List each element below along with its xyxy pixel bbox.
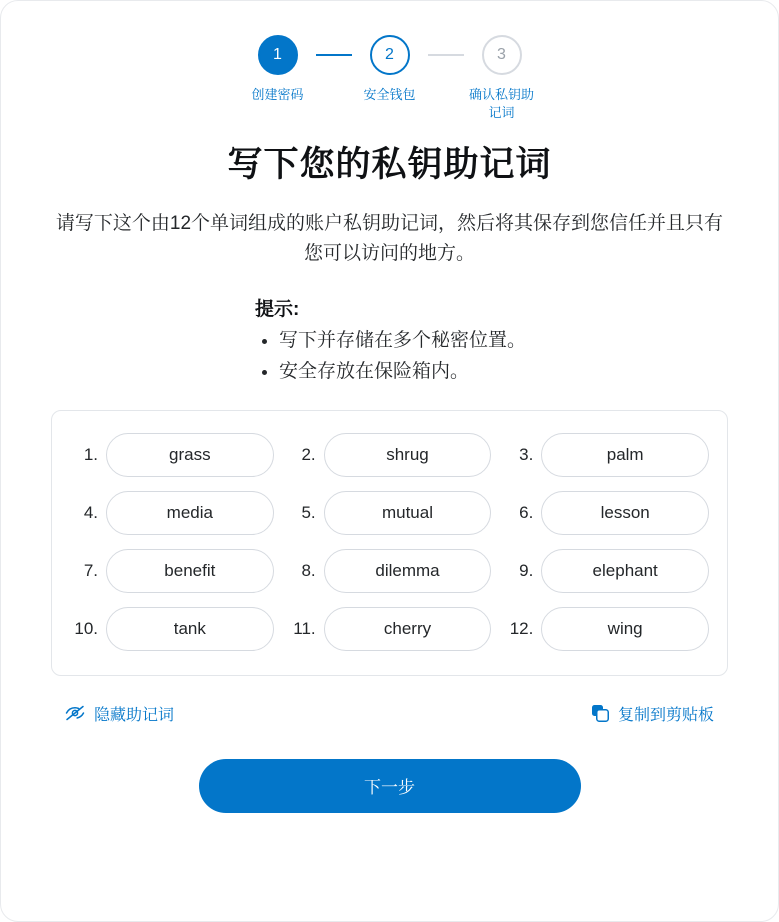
hide-seed-phrase-label: 隐藏助记词 xyxy=(94,706,175,724)
step-2-label: 安全钱包 xyxy=(363,87,416,102)
seed-word-index: 8. xyxy=(301,560,316,580)
step-2-circle: 2 xyxy=(370,35,410,75)
step-1-label: 创建密码 xyxy=(251,87,304,102)
seed-word-value[interactable]: mutual xyxy=(324,491,492,535)
step-connector-2 xyxy=(428,54,464,56)
seed-word-value[interactable]: cherry xyxy=(324,607,492,651)
copy-icon xyxy=(591,704,609,722)
seed-word-cell xyxy=(505,607,709,651)
step-2[interactable] xyxy=(352,35,428,104)
page-description: 请写下这个由12个单词组成的账户私钥助记词，然后将其保存到您信任并且只有您可以访问的地方。 xyxy=(55,213,724,264)
seed-word-cell xyxy=(505,491,709,535)
tips-section xyxy=(29,294,750,388)
seed-word-cell xyxy=(288,491,492,535)
seed-phrase-grid xyxy=(70,433,709,651)
step-1[interactable] xyxy=(240,35,316,104)
progress-stepper xyxy=(29,35,750,121)
page-title: 写下您的私钥助记词 xyxy=(227,145,552,185)
seed-word-index: 4. xyxy=(83,502,98,522)
seed-word-value[interactable]: elephant xyxy=(541,549,709,593)
seed-word-value[interactable]: tank xyxy=(106,607,274,651)
seed-word-index: 6. xyxy=(519,502,534,522)
seed-word-index: 1. xyxy=(83,444,98,464)
seed-word-index: 7. xyxy=(83,560,98,580)
step-3[interactable] xyxy=(464,35,540,121)
step-3-label: 确认私钥助记词 xyxy=(468,87,534,120)
tips-list xyxy=(255,325,750,388)
seed-word-index: 3. xyxy=(519,444,534,464)
seed-word-value[interactable]: lesson xyxy=(541,491,709,535)
tips-title: 提示: xyxy=(255,298,300,320)
copy-clipboard-button[interactable] xyxy=(591,702,714,725)
seed-word-index: 10. xyxy=(74,618,98,638)
step-1-circle: 1 xyxy=(258,35,298,75)
tips-item: • 写下并存储在多个秘密位置。 xyxy=(279,325,750,356)
seed-word-cell xyxy=(288,433,492,477)
seed-word-cell xyxy=(505,549,709,593)
hide-seed-phrase-button[interactable] xyxy=(65,702,174,725)
seed-word-value[interactable]: wing xyxy=(541,607,709,651)
copy-clipboard-label: 复制到剪贴板 xyxy=(617,706,714,724)
seed-word-value[interactable]: grass xyxy=(106,433,274,477)
seed-word-value[interactable]: dilemma xyxy=(324,549,492,593)
seed-word-index: 12. xyxy=(509,618,534,638)
seed-word-cell xyxy=(70,491,274,535)
seed-word-cell xyxy=(288,549,492,593)
step-connector-1 xyxy=(316,54,352,56)
seed-word-value[interactable]: shrug xyxy=(324,433,492,477)
seed-word-index: 2. xyxy=(301,444,316,464)
seed-word-cell xyxy=(70,607,274,651)
seed-word-cell xyxy=(70,433,274,477)
eye-off-icon xyxy=(65,705,85,721)
seed-word-value[interactable]: benefit xyxy=(106,549,274,593)
seed-word-index: 5. xyxy=(301,502,316,522)
seed-word-index: 9. xyxy=(519,560,534,580)
seed-word-value[interactable]: palm xyxy=(541,433,709,477)
step-3-circle: 3 xyxy=(482,35,522,75)
footer-actions xyxy=(29,759,750,813)
seed-word-index: 11. xyxy=(293,618,316,638)
next-button[interactable]: 下一步 xyxy=(199,759,581,813)
seed-word-value[interactable]: media xyxy=(106,491,274,535)
seed-phrase-box xyxy=(51,410,728,676)
seed-word-cell xyxy=(288,607,492,651)
page-content xyxy=(1,1,778,813)
seed-word-cell xyxy=(70,549,274,593)
tips-item: • 安全存放在保险箱内。 xyxy=(279,356,750,387)
seed-word-cell xyxy=(505,433,709,477)
actions-row xyxy=(65,702,714,725)
